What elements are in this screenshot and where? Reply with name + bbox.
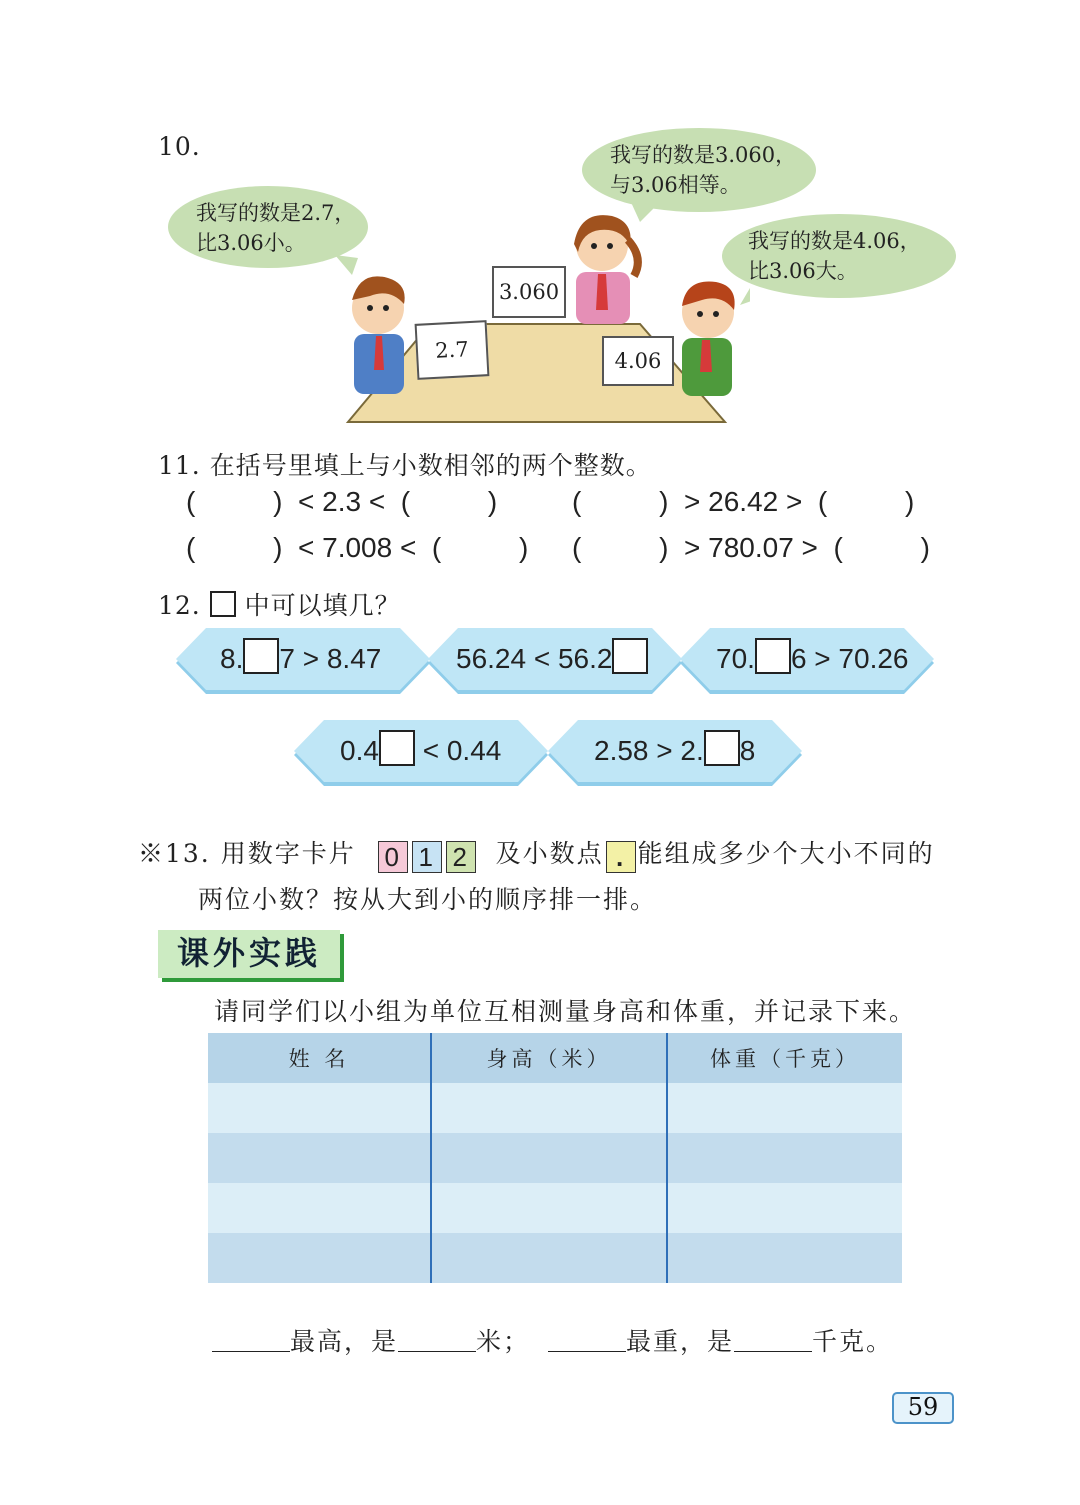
q11-row2-right: ( ) > 780.07 > ( ) (572, 532, 930, 563)
q12-number: 12. (158, 591, 201, 620)
practice-instruction: 请同学们以小组为单位互相测量身高和体重，并记录下来。 (214, 997, 917, 1026)
cell-weight[interactable] (667, 1133, 902, 1183)
q12-item4-box[interactable] (379, 730, 415, 766)
q12-item5-before: 2.58 > 2. (594, 735, 704, 766)
question-11-title: 11. 在括号里填上与小数相邻的两个整数。 (158, 451, 652, 480)
q12-square-icon (210, 591, 236, 617)
q12-item1-box[interactable] (243, 638, 279, 674)
question-10-number: 10. (158, 132, 201, 161)
q13-mark: ※13. (138, 839, 211, 868)
bubble-middle-line1: 我写的数是3.060， (610, 143, 797, 167)
question-12-title (158, 586, 401, 622)
digit-card-0: 0 (378, 841, 408, 873)
table-row (208, 1233, 902, 1283)
q12-item3-after: 6 > 70.26 (790, 643, 909, 674)
cell-height[interactable] (431, 1083, 667, 1133)
q12-item4-after: < 0.44 (414, 735, 502, 766)
table-row (208, 1133, 902, 1183)
blank-tallest-name[interactable] (212, 1327, 290, 1352)
cell-name[interactable] (208, 1233, 431, 1283)
fill-in-sentence (212, 1322, 893, 1358)
sentence-part4: 千克。 (812, 1327, 894, 1356)
table-header-row (208, 1033, 902, 1083)
sentence-part1: 最高，是 (290, 1327, 399, 1356)
q12-item5-after: 8 (739, 735, 756, 766)
q13-text-b: 及小数点 (495, 839, 604, 868)
header-weight: 体重（千克） (667, 1033, 902, 1083)
cell-weight[interactable] (667, 1183, 902, 1233)
q11-row1-left: ( ) < 2.3 < ( ) (186, 486, 498, 517)
q12-item1-before: 8. (220, 643, 244, 674)
cell-name[interactable] (208, 1083, 431, 1133)
practice-heading: 课外实践 (158, 930, 340, 978)
q13-text-c: 能组成多少个大小不同的 (637, 839, 935, 868)
q12-item1-after: 7 > 8.47 (279, 643, 382, 674)
cell-weight[interactable] (667, 1233, 902, 1283)
page-number: 59 (907, 1393, 939, 1421)
cell-name[interactable] (208, 1183, 431, 1233)
q12-hex-4 (294, 720, 548, 782)
decimal-point-card: . (606, 841, 636, 873)
bubble-left-line1: 我写的数是2.7， (196, 201, 356, 225)
blank-tallest-height[interactable] (398, 1327, 476, 1352)
cell-name[interactable] (208, 1133, 431, 1183)
q12-item4-before: 0.4 (340, 735, 379, 766)
q12-text: 中可以填几？ (244, 591, 401, 620)
cell-height[interactable] (431, 1233, 667, 1283)
q12-item3-before: 70. (716, 643, 755, 674)
speech-bubble-right (722, 214, 956, 298)
header-name: 姓 名 (208, 1033, 431, 1083)
question-13-line2: 两位小数？按从大到小的顺序排一排。 (198, 885, 658, 914)
digit-card-1: 1 (412, 841, 442, 873)
q11-row1-right: ( ) > 26.42 > ( ) (572, 486, 915, 517)
q12-item5-box[interactable] (704, 730, 740, 766)
bubble-right-line2: 比3.06大。 (748, 259, 858, 283)
q12-hex-5 (548, 720, 802, 782)
q13-text-a: 用数字卡片 (220, 839, 356, 868)
number-card-2-7: 2.7 (415, 320, 490, 380)
q12-hex-2 (428, 628, 682, 690)
blank-heaviest-name[interactable] (548, 1327, 626, 1352)
q12-item3-box[interactable] (755, 638, 791, 674)
q12-hex-3 (680, 628, 934, 690)
bubble-middle-line2: 与3.06相等。 (610, 173, 741, 197)
sentence-part3: 最重，是 (625, 1327, 734, 1356)
q11-row2-left: ( ) < 7.008 < ( ) (186, 532, 529, 563)
cell-height[interactable] (431, 1183, 667, 1233)
table-row (208, 1083, 902, 1133)
digit-card-2: 2 (446, 841, 476, 873)
cell-weight[interactable] (667, 1083, 902, 1133)
question-13-line1 (138, 834, 935, 873)
q12-item2-before: 56.24 < 56.2 (456, 643, 613, 674)
measurement-table (208, 1033, 902, 1283)
q12-hex-1 (176, 628, 430, 690)
number-card-4-06: 4.06 (602, 336, 674, 386)
bubble-right-line1: 我写的数是4.06， (748, 229, 921, 253)
bubble-left-line2: 比3.06小。 (196, 231, 306, 255)
q12-item2-box[interactable] (612, 638, 648, 674)
blank-heaviest-weight[interactable] (734, 1327, 812, 1352)
table-row (208, 1183, 902, 1233)
cell-height[interactable] (431, 1133, 667, 1183)
header-height: 身高（米） (431, 1033, 667, 1083)
sentence-part2: 米； (476, 1327, 531, 1356)
number-card-3-060: 3.060 (492, 266, 566, 318)
